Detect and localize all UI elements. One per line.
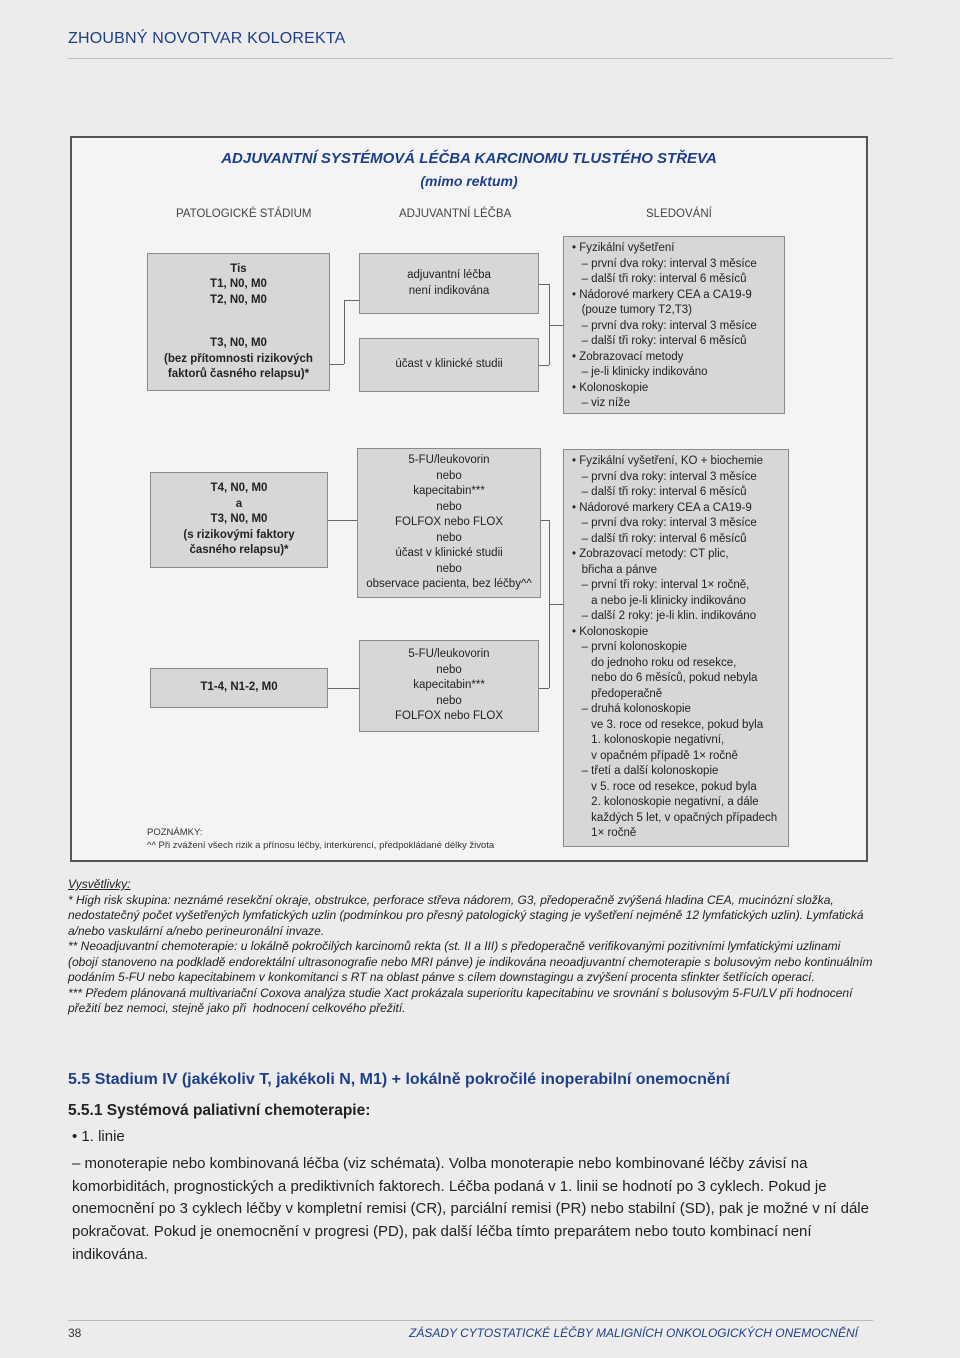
col-header-treatment: ADJUVANTNÍ LÉČBA: [399, 208, 512, 220]
followup-line: v opačném případě 1× ročně: [572, 749, 738, 762]
followup-line: • Fyzikální vyšetření: [572, 242, 675, 254]
col-header-stage: PATOLOGICKÉ STÁDIUM: [176, 208, 312, 220]
followup-line: • Zobrazovací metody: [572, 350, 684, 363]
connector-line: [344, 300, 359, 301]
followup-line: – druhá kolonoskopie: [572, 703, 691, 715]
followup-line: ve 3. roce od resekce, pokud byla: [572, 718, 764, 731]
stage-line: T3, N0, M0: [210, 513, 268, 526]
followup-line: – první dva roky: interval 3 měsíce: [572, 470, 757, 483]
followup-line: – první tři roky: interval 1× ročně,: [572, 579, 750, 591]
followup-line: – třetí a další kolonoskopie: [572, 765, 719, 777]
diagram-title: ADJUVANTNÍ SYSTÉMOVÁ LÉČBA KARCINOMU TLUSTÉHO STŘEVA: [221, 150, 717, 167]
followup-line: (pouze tumory T2,T3): [572, 304, 692, 316]
treatment-line: observace pacienta, bez léčby^^: [366, 578, 532, 591]
treatment-line: FOLFOX nebo FLOX: [394, 710, 503, 723]
followup-line: – další tři roky: interval 6 měsíců: [572, 273, 747, 285]
followup-line: • Fyzikální vyšetření, KO + biochemie: [572, 455, 763, 467]
treatment-line: adjuvantní léčba: [407, 269, 491, 281]
diagram-notes: [147, 826, 494, 852]
followup-line: – první dva roky: interval 3 měsíce: [572, 257, 757, 270]
followup-line: – první dva roky: interval 3 měsíce: [572, 517, 757, 529]
followup-line: • Nádorové markery CEA a CA19-9: [572, 288, 752, 301]
followup-line: – viz níže: [572, 397, 631, 409]
connector-line: [539, 284, 549, 285]
treatment-line: nebo: [436, 562, 462, 575]
notes-title: POZNÁMKY:: [147, 827, 203, 838]
followup-line: – je-li klinicky indikováno: [572, 366, 708, 378]
diagram-subtitle: (mimo rektum): [420, 173, 518, 189]
stage-box-t4: [150, 472, 328, 568]
followup-line: každých 5 let, v opačných případech: [572, 811, 778, 824]
stage-box-early: [147, 253, 330, 391]
followup-line: břicha a pánve: [572, 563, 658, 576]
connector-line: [330, 364, 344, 365]
followup-line: 1× ročně: [572, 827, 637, 839]
stage-line: T1, N0, M0: [210, 278, 267, 290]
stage-line: (bez přítomnosti rizikových: [164, 352, 313, 365]
followup-line: nebo do 6 měsíců, pokud nebyla: [572, 672, 758, 684]
connector-line: [328, 520, 357, 521]
connector-line: [541, 520, 549, 521]
followup-line: – další tři roky: interval 6 měsíců: [572, 335, 747, 347]
header-divider: [68, 58, 893, 59]
followup-line: • Kolonoskopie: [572, 625, 649, 638]
followup-box-advanced: [563, 449, 789, 847]
stage-line: a: [235, 497, 243, 510]
connector-line: [549, 325, 563, 326]
treatment-line: 5-FU/leukovorin: [408, 648, 490, 661]
treatment-line: není indikována: [408, 284, 490, 297]
stage-box-node-positive: [150, 668, 328, 708]
followup-line: 2. kolonoskopie negativní, a dále: [572, 796, 759, 808]
followup-line: – další 2 roky: je-li klin. indikováno: [572, 610, 757, 622]
followup-line: 1. kolonoskopie negativní,: [572, 734, 725, 746]
subsection-heading: 5.5.1 Systémová paliativní chemoterapie:: [68, 1102, 371, 1119]
treatment-box-node-positive: [359, 640, 539, 732]
followup-line: • Kolonoskopie: [572, 381, 649, 394]
followup-line: • Nádorové markery CEA a CA19-9: [572, 501, 752, 514]
treatment-line: FOLFOX nebo FLOX: [394, 516, 503, 529]
stage-line: faktorů časného relapsu)*: [167, 368, 310, 380]
treatment-line: kapecitabin***: [413, 679, 485, 692]
treatment-line: nebo: [436, 500, 462, 513]
connector-line: [539, 365, 549, 366]
followup-line: – další tři roky: interval 6 měsíců: [572, 532, 747, 545]
footer-divider: [68, 1320, 873, 1321]
body-paragraph: – monoterapie nebo kombinovaná léčba (viz schémata). Volba monoterapie nebo kombinované léčby závisí na komorbiditách, prognostických a prediktivních faktorech. Léčba podaná v 1. linii se hodnotí po 3 cyklech. Pokud je onemocnění po 3 cyklech léčby v kompletní remisi (CR), parciální remisi (PR) nebo stabilní (SD), pak je možné v ní dále pokračovat. Pokud je onemocnění v progresi (PD), pak další léčba tímto preparátem nebo touto kombinací není indikována.: [72, 1155, 869, 1263]
followup-box-early: [563, 236, 785, 414]
treatment-line: nebo: [436, 531, 462, 544]
connector-line: [344, 300, 345, 364]
stage-line: T3, N0, M0: [210, 337, 267, 349]
treatment-line: nebo: [436, 694, 462, 707]
treatment-line: účast v klinické studii: [395, 358, 503, 371]
followup-line: předoperačně: [572, 687, 663, 700]
treatment-line: nebo: [436, 663, 462, 676]
followup-line: v 5. roce od resekce, pokud byla: [572, 780, 757, 793]
stage-line: Tis: [230, 262, 247, 275]
followup-line: • Zobrazovací metody: CT plic,: [572, 548, 729, 560]
treatment-box-trial: [359, 338, 539, 392]
stage-line: (s rizikovými faktory: [183, 528, 295, 541]
followup-line: – první dva roky: interval 3 měsíce: [572, 319, 757, 332]
explanation-neoadjuvant: ** Neoadjuvantní chemoterapie: u lokálně pokročilých karcinomů rekta (st. II a III) s předoperačně verifikovanými pozitivními lymfatickými uzlinami (obojí stanoveno na podkladě endorektální ultrasonografie nebo MRI pánve) je indikována neoadjuvantní chemoterapie s bolusovým nebo kontinuálním podáním 5-FU nebo kapecitabinem v konkomitanci s RT na oblast pánve s cílem downstagingu a zvýšení procenta sfinkter šetřících operací.: [68, 939, 876, 984]
followup-line: – první kolonoskopie: [572, 641, 688, 653]
col-header-followup: SLEDOVÁNÍ: [646, 208, 712, 220]
notes-text: ^^ Při zvážení všech rizik a přínosu léčby, interkurencí, předpokládané délky života: [147, 840, 495, 851]
stage-line: T4, N0, M0: [210, 482, 268, 495]
connector-line: [328, 688, 359, 689]
running-footer: ZÁSADY CYTOSTATICKÉ LÉČBY MALIGNÍCH ONKOLOGICKÝCH ONEMOCNĚNÍ: [409, 1326, 858, 1340]
explanations: [68, 877, 876, 1017]
followup-line: a nebo je-li klinicky indikováno: [572, 594, 746, 607]
treatment-box-t4: [357, 448, 541, 598]
explanation-high-risk: * High risk skupina: neznámé resekční okraje, obstrukce, perforace střeva nádorem, G3, předoperačně zvýšená hladina CEA, mucinózní složka, nedostatečný počet vyšetřených lymfatických uzlin (podmínkou pro přesný patologický staging je vyšetření nejméně 12 lymfatických uzlin). Lymfatická a/nebo vaskulární a/nebo perineuronální invaze.: [68, 892, 867, 938]
stage-line: T2, N0, M0: [210, 293, 267, 306]
followup-line: do jednoho roku od resekce,: [572, 656, 737, 669]
connector-line: [539, 688, 549, 689]
treatment-line: nebo: [436, 469, 462, 482]
treatment-line: kapecitabin***: [413, 485, 485, 498]
stage-line: časného relapsu)*: [189, 544, 289, 557]
running-header: ZHOUBNÝ NOVOTVAR KOLOREKTA: [68, 30, 346, 47]
explanations-heading: Vysvětlivky:: [68, 877, 131, 891]
explanation-xact: *** Předem plánovaná multivariační Coxova analýza studie Xact prokázala superioritu kapecitabinu ve srovnání s bolusovým 5-FU/LV při hodnocení přežití bez nemoci, stejně jako při hodnocení celkového přežití.: [68, 985, 856, 1015]
followup-line: – další tři roky: interval 6 měsíců: [572, 486, 747, 498]
stage-line: T1-4, N1-2, M0: [200, 681, 278, 694]
section-heading: 5.5 Stadium IV (jakékoliv T, jakékoli N, M1) + lokálně pokročilé inoperabilní onemocnění: [68, 1071, 730, 1088]
page-number: 38: [68, 1326, 82, 1340]
treatment-line: účast v klinické studii: [395, 547, 503, 560]
connector-line: [549, 604, 563, 605]
bullet-first-line: • 1. linie: [72, 1128, 125, 1145]
treatment-line: 5-FU/leukovorin: [408, 454, 490, 467]
treatment-box-none: [359, 253, 539, 314]
